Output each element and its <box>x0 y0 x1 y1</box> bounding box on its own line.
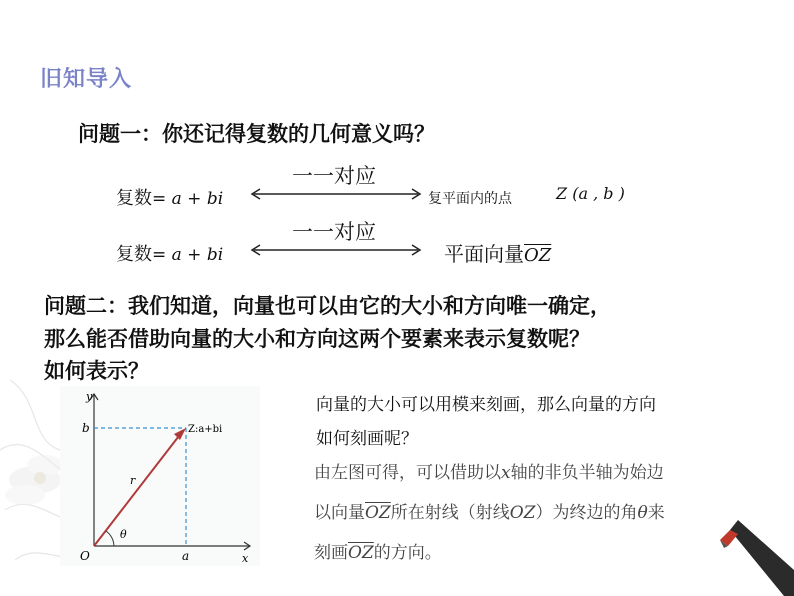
row1-right-text: 复平面内的点 <box>428 191 512 207</box>
right-text-line5 <box>314 538 442 563</box>
row2-left-label: 复数 <box>116 244 152 265</box>
row1-left-math: = a + bi <box>152 189 224 209</box>
row1-double-arrow <box>248 186 424 202</box>
line5-pre: 刻画 <box>314 543 348 563</box>
line4-post: 来 <box>647 503 665 523</box>
right-text-line3 <box>314 458 664 483</box>
line4-theta: θ <box>637 503 648 523</box>
row1-left-label: 复数 <box>116 188 152 209</box>
right-text-line1: 向量的大小可以用模来刻画，那么向量的方向 <box>316 395 656 415</box>
line5-post: 的方向。 <box>373 543 442 563</box>
y-axis-label: y <box>86 390 93 403</box>
line4-pre: 以向量 <box>314 503 365 523</box>
r-label: r <box>130 474 136 487</box>
line3-post: 轴的非负半轴为始边 <box>510 463 664 483</box>
line4-mid2: ）为终边的角 <box>535 503 638 523</box>
question-two-line1: 问题二：我们知道，向量也可以由它的大小和方向唯一确定， <box>44 294 611 318</box>
line3-x: x <box>501 463 511 483</box>
row2-double-arrow <box>248 242 424 258</box>
line4-mid: 所在射线（射线 <box>390 503 510 523</box>
complex-plane-svg <box>60 386 260 566</box>
row2-right-text: 平面向量 <box>444 242 524 266</box>
section-title: 旧知导入 <box>40 67 133 92</box>
theta-label: θ <box>120 528 127 541</box>
x-axis-label: x <box>242 552 249 565</box>
line3-pre: 由左图可得，可以借助以 <box>314 463 501 483</box>
origin-label: O <box>80 549 90 563</box>
vector-oz <box>94 432 182 546</box>
row1-right-math: Z (a , b ) <box>556 184 625 203</box>
row2-left <box>116 240 223 266</box>
row2-right <box>444 238 551 267</box>
right-text-line4 <box>314 498 665 523</box>
b-label: b <box>82 421 90 435</box>
row2-left-math: = a + bi <box>152 245 224 265</box>
a-label: a <box>182 549 190 563</box>
question-two-line3: 如何表示？ <box>44 359 149 383</box>
question-one: 问题一：你还记得复数的几何意义吗？ <box>78 122 435 146</box>
right-text-line2: 如何刻画呢？ <box>316 429 418 449</box>
point-z-label: Z:a+bi <box>188 424 223 435</box>
line4-oz: $\overline{OZ}$ <box>365 503 391 523</box>
row2-arrow-label: 一一对应 <box>292 220 376 244</box>
complex-plane-figure <box>60 386 260 566</box>
row1-arrow-label: 一一对应 <box>292 164 376 188</box>
line4-oz2: OZ <box>509 503 536 523</box>
row2-right-math: $\overline{OZ}$ <box>524 245 552 266</box>
brush-pen-icon <box>720 500 794 596</box>
question-two-line2: 那么能否借助向量的大小和方向这两个要素来表示复数呢？ <box>44 327 590 351</box>
row1-left <box>116 184 223 210</box>
line5-oz: $\overline{OZ}$ <box>348 543 374 563</box>
